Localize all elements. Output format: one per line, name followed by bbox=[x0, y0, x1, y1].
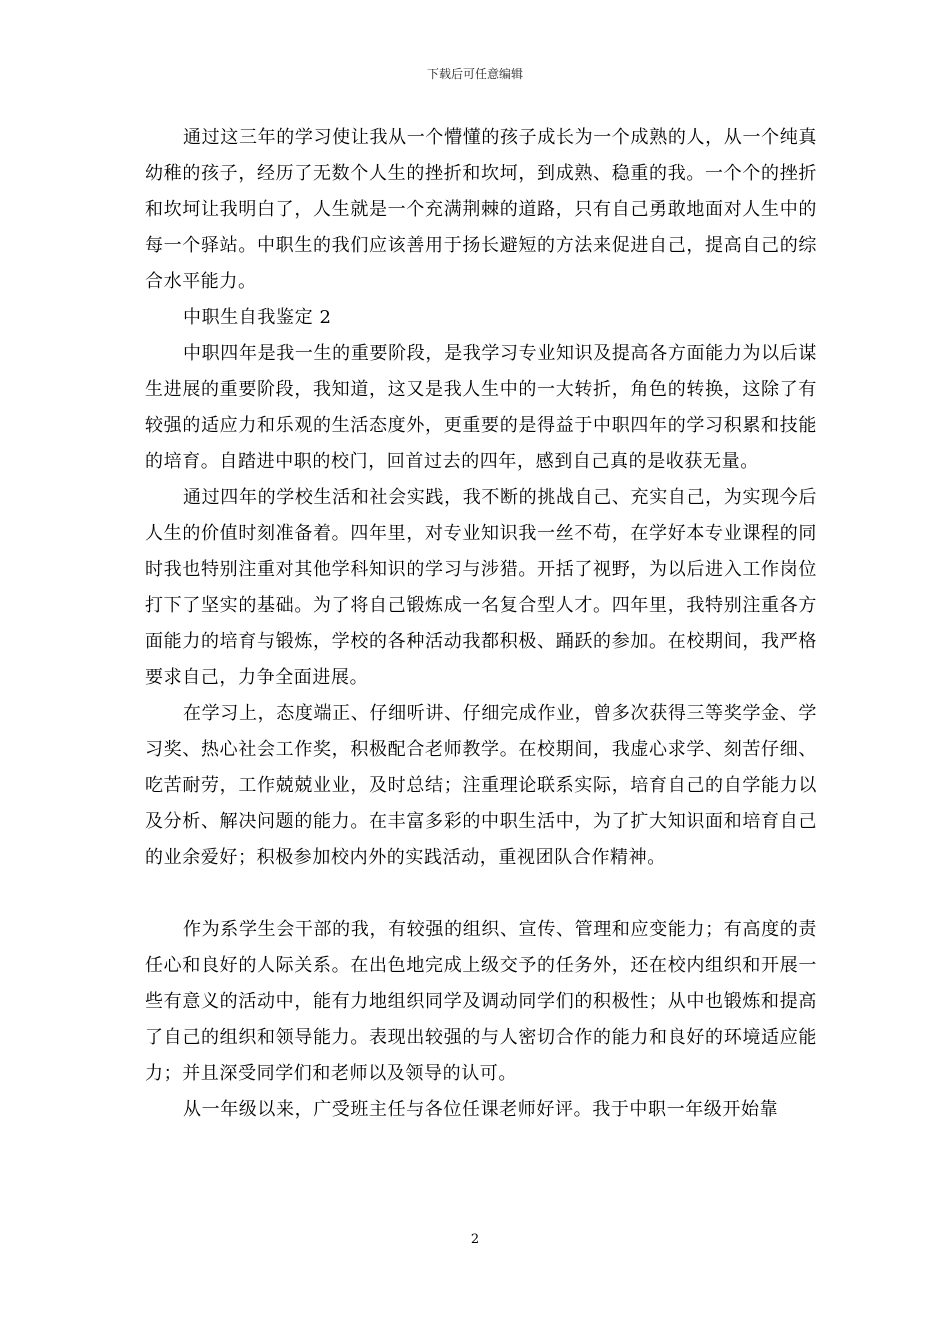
paragraph: 在学习上，态度端正、仔细听讲、仔细完成作业，曾多次获得三等奖学金、学习奖、热心社会工作奖，积极配合老师教学。在校期间，我虚心求学、刻苦仔细、吃苦耐劳，工作兢兢业业，及时总结；注重理论联系实际，培育自己的自学能力以及分析、解决问题的能力。在丰富多彩的中职生活中，为了扩大知识面和培育自己的业余爱好；积极参加校内外的实践活动，重视团队合作精神。 bbox=[145, 703, 817, 868]
section-heading: 中职生自我鉴定 2 bbox=[183, 307, 332, 328]
paragraph: 中职四年是我一生的重要阶段，是我学习专业知识及提高各方面能力为以后谋生进展的重要阶段，我知道，这又是我人生中的一大转折，角色的转换，这除了有较强的适应力和乐观的生活态度外，更重要的是得益于中职四年的学习积累和技能的培育。自踏进中职的校门，回首过去的四年，感到自己真的是收获无量。 bbox=[145, 343, 817, 472]
page-header: 下载后可任意编辑 bbox=[426, 67, 523, 81]
paragraph: 作为系学生会干部的我，有较强的组织、宣传、管理和应变能力；有高度的责任心和良好的人际关系。在出色地完成上级交予的任务外，还在校内组织和开展一些有意义的活动中，能有力地组织同学及调动同学们的积极性；从中也锻炼和提高了自己的组织和领导能力。表现出较强的与人密切合作的能力和良好的环境适应能力；并且深受同学们和老师以及领导的认可。 bbox=[145, 919, 817, 1084]
document-body bbox=[145, 120, 817, 1128]
paragraph: 通过这三年的学习使让我从一个懵懂的孩子成长为一个成熟的人，从一个纯真幼稚的孩子，经历了无数个人生的挫折和坎坷，到成熟、稳重的我。一个个的挫折和坎坷让我明白了，人生就是一个充满荆棘的道路，只有自己勇敢地面对人生中的每一个驿站。中职生的我们应该善用于扬长避短的方法来促进自己，提高自己的综合水平能力。 bbox=[145, 127, 817, 292]
paragraph: 从一年级以来，广受班主任与各位任课老师好评。我于中职一年级开始靠 bbox=[183, 1099, 779, 1120]
paragraph: 通过四年的学校生活和社会实践，我不断的挑战自己、充实自己，为实现今后人生的价值时刻准备着。四年里，对专业知识我一丝不苟，在学好本专业课程的同时我也特别注重对其他学科知识的学习与涉猎。开括了视野，为以后进入工作岗位打下了坚实的基础。为了将自己锻炼成一名复合型人才。四年里，我特别注重各方面能力的培育与锻炼，学校的各种活动我都积极、踊跃的参加。在校期间，我严格要求自己，力争全面进展。 bbox=[145, 487, 817, 688]
page-number: 2 bbox=[470, 1232, 480, 1247]
